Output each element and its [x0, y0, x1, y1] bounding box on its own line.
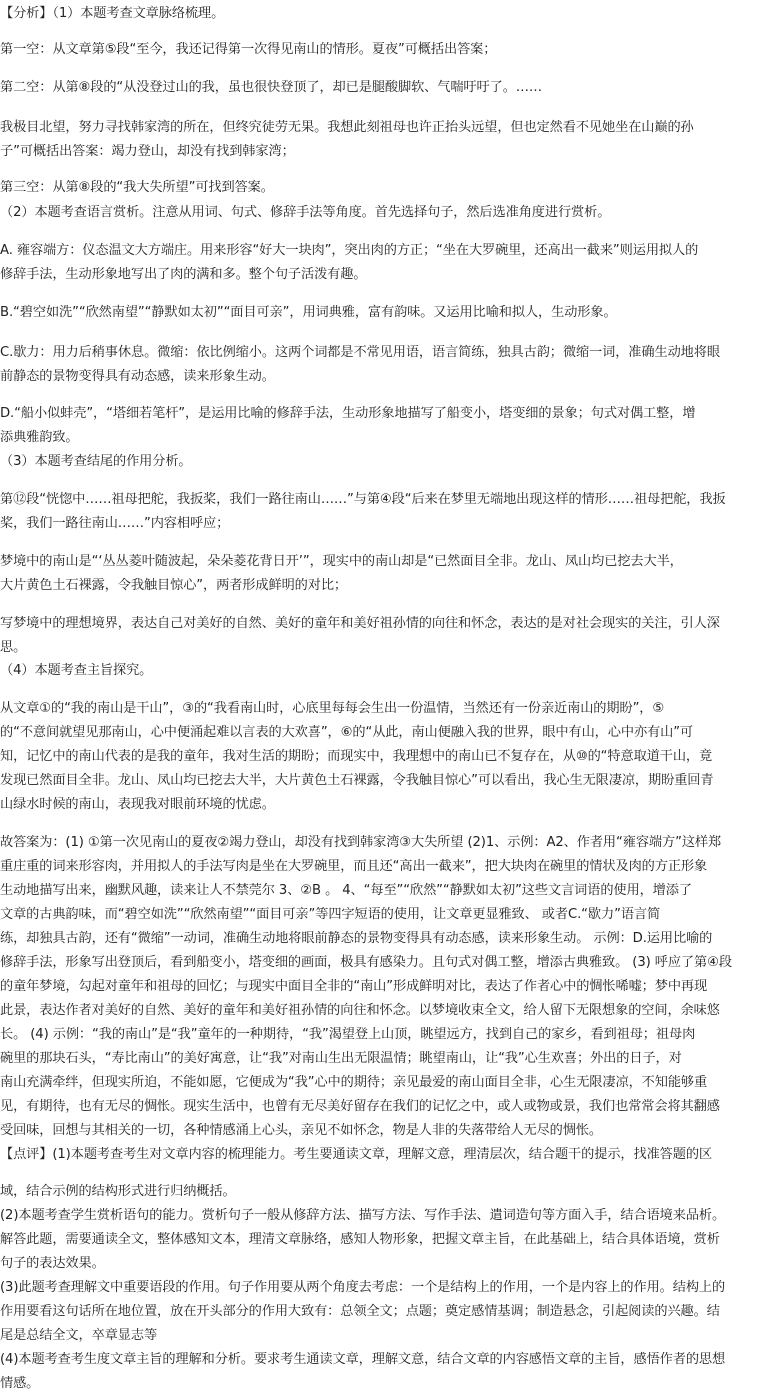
- text-line: C.歇力：用力后稍事休息。微缩：依比例缩小。这两个词都是不常见用语，语言简练，独具古韵；微缩一词，准确生动地将眼: [0, 345, 720, 360]
- text-line: A. 雍容端方：仪态温文大方端庄。用来形容“好大一块肉”，突出肉的方正；“坐在大罗碗里，还高出一截来”则运用拟人的: [0, 243, 699, 258]
- text-line: 第一空：从文章第⑤段“至今，我还记得第一次得见南山的情形。夏夜”可概括出答案；: [0, 42, 497, 57]
- text-line: 生动地描写出来，幽默风趣，读来让人不禁莞尔 3、②B 。 4、“每至”“欣然”“静默如太初”这些文言词语的使用，增添了: [0, 883, 692, 898]
- text-line: 发现已然面目全非。龙山、凤山均已挖去大半，大片黄色土石裸露，令我触目惊心”可以看出，我心生无限凄凉，期盼重回青: [0, 773, 714, 788]
- text-line: (2)本题考查学生赏析语句的能力。赏析句子一般从修辞方法、描写方法、写作手法、遣词造句等方面入手，结合语境来品析。: [0, 1208, 726, 1223]
- text-line: （2）本题考查语言赏析。注意从用词、句式、修辞手法等角度。首先选择句子，然后选准角度进行赏析。: [0, 205, 611, 220]
- text-line: 碗里的那块石头，“寿比南山”的美好寓意，让“我”对南山生出无限温情；眺望南山，让“我”心生欢喜；外出的日子，对: [0, 1051, 682, 1066]
- text-line: 受回味，回想与其相关的一切，各种情感涌上心头，亲见不如怀念，物是人非的失落带给人无尽的惆怅。: [0, 1123, 603, 1138]
- text-line: 从文章①的“我的南山是干山”，③的“我看南山时，心底里每每会生出一份温情，当然还有一份亲近南山的期盼”，⑤: [0, 701, 665, 716]
- text-line: 前静态的景物变得具有动态感，读来形象生动。: [0, 369, 275, 384]
- text-line: (4)本题考查考生度文章主旨的理解和分析。要求考生通读文章，理解文意，结合文章的内容感悟文章的主旨，感悟作者的思想: [0, 1352, 726, 1367]
- text-line: 梦境中的南山是“‘丛丛菱叶随波起，朵朵菱花背日开’”，现实中的南山却是“已然面目全非。龙山、凤山均已挖去大半，: [0, 554, 683, 569]
- text-line: （4）本题考查主旨探究。: [0, 663, 153, 678]
- text-line: 我极目北望，努力寻找韩家湾的所在，但终究徒劳无果。我想此刻祖母也许正抬头远望，但也定然看不见她坐在山巅的孙: [0, 120, 694, 135]
- text-line: 重庄重的词来形容肉，并用拟人的手法写肉是坐在大罗碗里，而且还“高出一截来”，把大块肉在碗里的情状及肉的方正形象: [0, 859, 708, 874]
- text-line: 域，结合示例的结构形式进行归纳概括。: [0, 1184, 236, 1199]
- text-line: 【点评】(1)本题考查考生对文章内容的梳理能力。考生要通读文章，理解文意，理清层次，结合题干的提示，找准答题的区: [0, 1147, 713, 1162]
- text-line: 尾是总结全文，卒章显志等: [0, 1328, 158, 1343]
- text-line: 子”可概括出答案：竭力登山，却没有找到韩家湾；: [0, 144, 295, 159]
- text-line: 的“不意间就望见那南山，心中便涌起难以言表的大欢喜”，⑥的“从此，南山便融入我的世界，眼中有山，心中亦有山”可: [0, 725, 694, 740]
- text-line: 故答案为：(1) ①第一次见南山的夏夜②竭力登山，却没有找到韩家湾③大失所望 (2)1、示例：A2、作者用“雍容端方”这样郑: [0, 835, 722, 850]
- text-line: 作用要看这句话所在地位置，放在开头部分的作用大致有：总领全文；点题；奠定感情基调；制造悬念，引起阅读的兴趣。结: [0, 1304, 720, 1319]
- text-line: 文章的古典韵味，而“碧空如洗”“欣然南望”“面目可亲”等四字短语的使用，让文章更显雅致、 或者C.“歇力”语言简: [0, 907, 661, 922]
- text-line: 修辞手法，形象写出登顶后，看到船变小，塔变细的画面，极具有感染力。且句式对偶工整，增添古典雅致。 (3) 呼应了第④段: [0, 955, 732, 970]
- text-line: D.“船小似蚌壳”，“塔细若笔杆”，是运用比喻的修辞手法，生动形象地描写了船变小，塔变细的景象；句式对偶工整，增: [0, 406, 696, 421]
- text-line: 知，记忆中的南山代表的是我的童年，我对生活的期盼；而现实中，我理想中的南山已不复存在，从⑩的“特意取道干山，竟: [0, 749, 713, 764]
- text-line: 桨，我们一路往南山……”内容相呼应；: [0, 516, 230, 531]
- text-line: 情感。: [0, 1376, 40, 1391]
- text-line: 练，却独具古韵，还有“微缩”一动词，准确生动地将眼前静态的景物变得具有动态感，读来形象生动。 示例：D.运用比喻的: [0, 931, 713, 946]
- text-line: B.“碧空如洗”“欣然南望”“静默如太初”“面目可亲”，用词典雅，富有韵味。又运用比喻和拟人，生动形象。: [0, 305, 617, 320]
- text-line: 【分析】（1）本题考查文章脉络梳理。: [0, 6, 225, 21]
- text-line: 写梦境中的理想境界，表达自己对美好的自然、美好的童年和美好祖孙情的向往和怀念，表达的是对社会现实的关注，引人深: [0, 616, 720, 631]
- text-line: (3)此题考查理解文中重要语段的作用。句子作用要从两个角度去考虑：一个是结构上的作用，一个是内容上的作用。结构上的: [0, 1280, 726, 1295]
- text-line: 山绿水时候的南山，表现我对眼前环境的忧虑。: [0, 797, 275, 812]
- text-line: 南山充满牵绊，但现实所迫，不能如愿，它便成为“我”心中的期待；亲见最爱的南山面目全非，心生无限凄凉，不知能够重: [0, 1075, 708, 1090]
- text-line: 添典雅韵致。: [0, 430, 79, 445]
- text-line: 第三空：从第⑧段的“我大失所望”可找到答案。: [0, 180, 274, 195]
- text-line: 解答此题，需要通读全文，整体感知文本，理清文章脉络，感知人物形象，把握文章主旨，在此基础上，结合具体语境，赏析: [0, 1232, 720, 1247]
- text-line: 大片黄色土石裸露，令我触目惊心”，两者形成鲜明的对比；: [0, 578, 348, 593]
- text-line: 第⑫段“恍惚中……祖母把舵，我扳桨，我们一路往南山……”与第④段“后来在梦里无端地出现这样的情形……祖母把舵，我扳: [0, 492, 726, 507]
- text-line: 句子的表达效果。: [0, 1256, 105, 1271]
- text-line: 思。: [0, 640, 27, 655]
- text-line: 的童年梦境，勾起对童年和祖母的回忆；与现实中面目全非的“南山”形成鲜明对比，表达了作者心中的惆怅唏嘘；梦中再现: [0, 979, 708, 994]
- text-line: 修辞手法，生动形象地写出了肉的满和多。整个句子活泼有趣。: [0, 267, 367, 282]
- text-line: 此景，表达作者对美好的自然、美好的童年和美好祖孙情的向往和怀念。以梦境收束全文，给人留下无限想象的空间，余味悠: [0, 1003, 720, 1018]
- text-line: 长。 (4) 示例：“我的南山”是“我”童年的一种期待，“我”渴望登上山顶，眺望远方，找到自己的家乡，看到祖母；祖母肉: [0, 1027, 696, 1042]
- text-line: 第二空：从第⑧段的“从没登过山的我，虽也很快登顶了，却已是腿酸脚软、气喘吁吁了。……: [0, 80, 542, 95]
- text-line: （3）本题考查结尾的作用分析。: [0, 454, 192, 469]
- text-line: 见，有期待，也有无尽的惆怅。现实生活中，也曾有无尽美好留存在我们的记忆之中，或人或物或景，我们也常常会将其翻感: [0, 1099, 720, 1114]
